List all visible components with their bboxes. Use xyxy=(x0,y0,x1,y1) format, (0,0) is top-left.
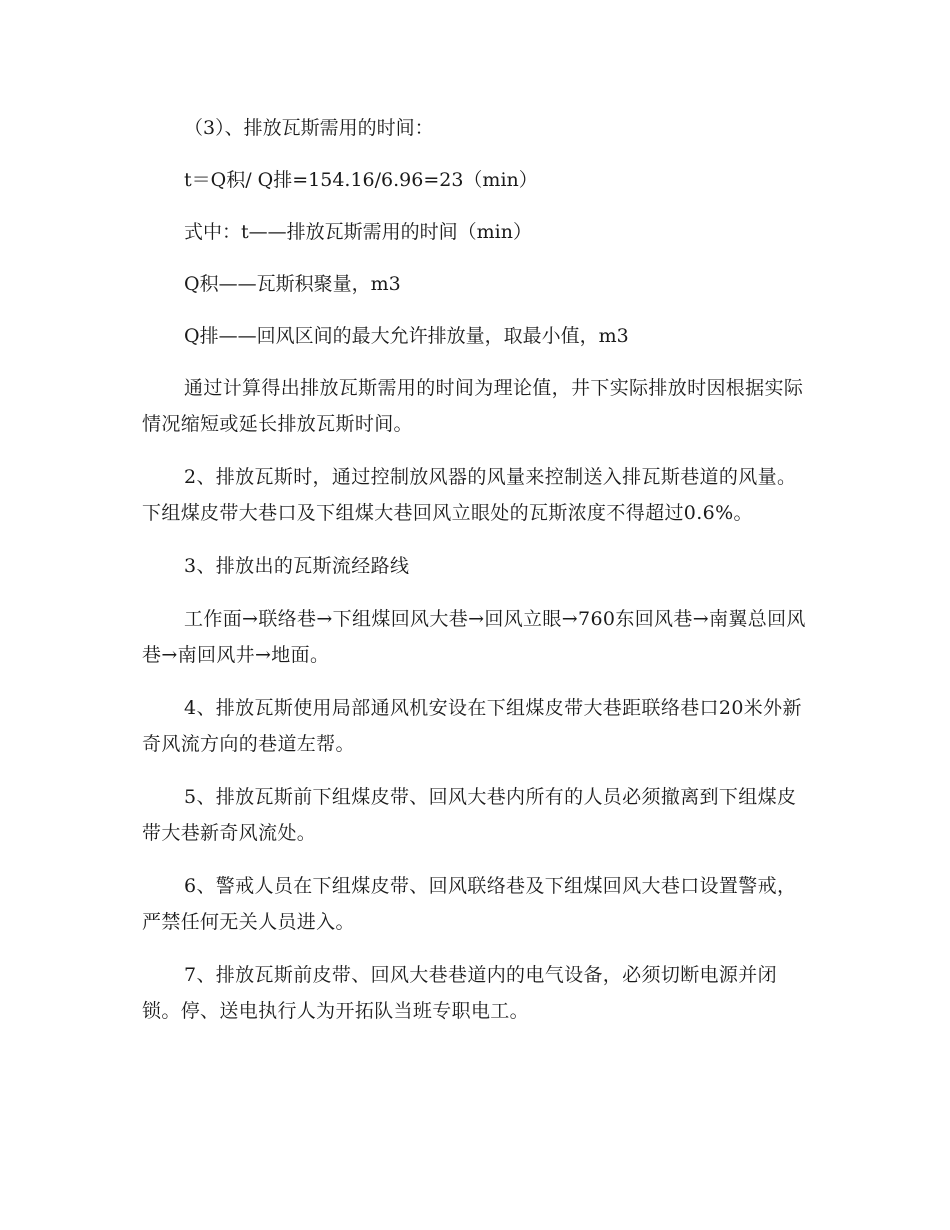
document-body xyxy=(142,110,812,1029)
time-formula: t＝Q积/ Q排=154.16/6.96=23（min） xyxy=(184,169,538,191)
item-6-paragraph: 6、警戒人员在下组煤皮带、回风联络巷及下组煤回风大巷口设置警戒，严禁任何无关人员进入。 xyxy=(142,875,797,933)
item-5-paragraph: 5、排放瓦斯前下组煤皮带、回风大巷内所有的人员必须撤离到下组煤皮带大巷新奇风流处。 xyxy=(142,786,797,844)
theory-note-paragraph: 通过计算得出排放瓦斯需用的时间为理论值，井下实际排放时因根据实际情况缩短或延长排放瓦斯时间。 xyxy=(142,377,804,435)
item-7-paragraph: 7、排放瓦斯前皮带、回风大巷巷道内的电气设备，必须切断电源并闭锁。停、送电执行人为开拓队当班专职电工。 xyxy=(142,964,777,1022)
definition-q-ji: Q积——瓦斯积聚量，m3 xyxy=(184,273,401,295)
definition-t: 式中：t——排放瓦斯需用的时间（min） xyxy=(184,221,532,243)
item-3-title: 3、排放出的瓦斯流经路线 xyxy=(184,555,410,577)
item-3-route-paragraph: 工作面→联络巷→下组煤回风大巷→回风立眼→760东回风巷→南翼总回风巷→南回风井→地面。 xyxy=(142,608,806,666)
definition-q-pai: Q排——回风区间的最大允许排放量，取最小值，m3 xyxy=(184,325,629,347)
calc-heading: （3）、排放瓦斯需用的时间： xyxy=(184,117,434,139)
item-4-paragraph: 4、排放瓦斯使用局部通风机安设在下组煤皮带大巷距联络巷口20米外新奇风流方向的巷道左帮。 xyxy=(142,697,802,755)
item-2-paragraph: 2、排放瓦斯时，通过控制放风器的风量来控制送入排瓦斯巷道的风量。下组煤皮带大巷口及下组煤大巷回风立眼处的瓦斯浓度不得超过0.6%。 xyxy=(142,466,797,524)
